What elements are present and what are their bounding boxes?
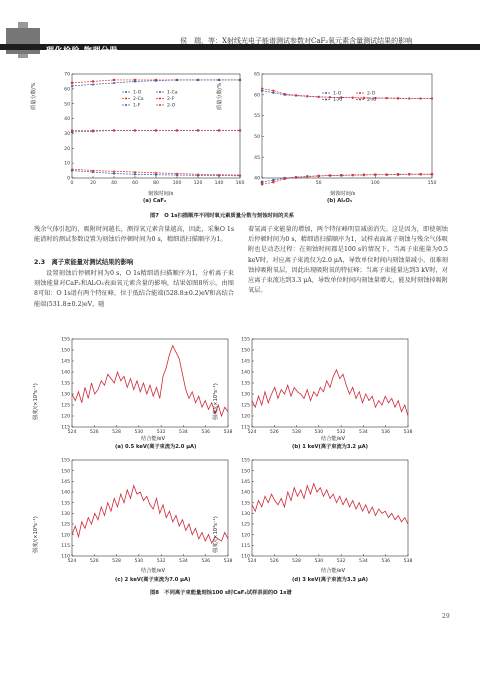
legend-label: 2-O [367, 91, 376, 97]
data-point [155, 174, 157, 176]
y-tick-label: 40 [64, 117, 70, 123]
y-tick-label: 20 [64, 146, 70, 152]
legend-marker [125, 98, 127, 100]
data-point [306, 95, 308, 97]
legend-marker [159, 91, 161, 93]
x-tick-label: 120 [193, 181, 203, 186]
legend-label: 1-F [133, 103, 141, 109]
data-point [92, 80, 94, 82]
data-point [197, 129, 199, 131]
legend-label: 1-Ca [167, 90, 178, 96]
data-point [134, 129, 136, 131]
x-tick-label: 536 [381, 430, 391, 435]
y-tick-label: 150 [241, 348, 250, 354]
data-point [329, 96, 331, 98]
y-tick-label: 120 [61, 533, 70, 539]
left-paragraph-1: 残余气体引起的，吸附时间越长，测得氧元素含量越高，因此，采集O 1s能谱时的测试参数设置为刻蚀后停顿时间为0 s，精细谱扫描顺序为1。 [34, 226, 234, 244]
page-number: 29 [442, 613, 450, 620]
data-point [363, 174, 365, 176]
y-tick-label: 115 [241, 543, 250, 549]
legend-marker [359, 92, 361, 94]
x-tick-label: 536 [201, 559, 211, 564]
data-point [272, 181, 274, 183]
x-tick-label: 80 [153, 181, 159, 186]
x-tick-label: 150 [427, 181, 437, 186]
y-tick-label: 60 [64, 87, 70, 93]
x-tick-label: 524 [247, 559, 257, 564]
y-tick-label: 155 [61, 337, 70, 343]
data-point [420, 173, 422, 175]
figure-8d-plot [241, 458, 412, 564]
x-tick-label: 524 [67, 430, 77, 435]
y-tick-label: 120 [241, 414, 250, 420]
fig8d-ylabel: 强度/(×10³s⁻¹) [213, 516, 219, 553]
spectrum-line [252, 370, 408, 416]
x-tick-label: 536 [201, 430, 211, 435]
fig7b-label: (b) Al₂O₃ [327, 198, 353, 204]
y-tick-label: 145 [241, 479, 250, 485]
x-tick-label: 100 [370, 181, 380, 186]
legend-marker [125, 91, 127, 93]
y-tick-label: 30 [64, 132, 70, 138]
data-point [218, 129, 220, 131]
fig8-caption: 图8 不同离子束能量刻蚀100 s时CaF₂试样表面的O 1s谱 [150, 590, 292, 596]
x-tick-label: 160 [235, 181, 245, 186]
x-tick-label: 526 [269, 559, 279, 564]
y-tick-label: 140 [241, 490, 250, 496]
plot-frame [262, 74, 432, 178]
x-tick-label: 524 [247, 430, 257, 435]
plot-frame [72, 460, 228, 556]
data-point [92, 129, 94, 131]
legend-label: 2-F [167, 97, 175, 103]
legend-label: 2-Ca [133, 97, 144, 103]
y-tick-label: 155 [241, 458, 250, 464]
y-tick-label: 130 [241, 392, 250, 398]
y-tick-label: 125 [241, 522, 250, 528]
data-point [397, 174, 399, 176]
data-point [272, 90, 274, 92]
y-tick-label: 150 [61, 348, 70, 354]
legend-marker [159, 104, 161, 106]
legend-label: 2-O [167, 103, 176, 109]
y-tick-label: 110 [61, 554, 70, 560]
x-tick-label: 40 [111, 181, 117, 186]
x-tick-label: 530 [314, 559, 324, 564]
fig8b-xlabel: 结合能/eV [321, 436, 346, 442]
data-point [134, 173, 136, 175]
x-tick-label: 538 [403, 430, 413, 435]
y-tick-label: 55 [254, 114, 260, 120]
y-tick-label: 110 [241, 554, 250, 560]
journal-logo-block [6, 28, 40, 54]
section-heading: 2.3 离子束能量对测试结果的影响 [34, 259, 134, 266]
legend-marker [325, 99, 327, 101]
data-point [386, 97, 388, 99]
data-point [113, 129, 115, 131]
journal-name: 理化检验-物理分册 [46, 46, 118, 55]
y-tick-label: 65 [254, 72, 260, 78]
plot-frame [72, 74, 240, 178]
figure-7 [60, 64, 460, 199]
data-point [71, 82, 73, 84]
x-tick-label: 532 [336, 430, 346, 435]
legend-marker [159, 98, 161, 100]
fig7b-xlabel: 刻蚀时间/s [330, 191, 356, 197]
y-tick-label: 145 [61, 479, 70, 485]
data-point [272, 179, 274, 181]
data-point [431, 173, 433, 175]
x-tick-label: 524 [67, 559, 77, 564]
data-point [113, 79, 115, 81]
y-tick-label: 125 [241, 403, 250, 409]
x-tick-label: 530 [314, 430, 324, 435]
plot-frame [252, 460, 408, 556]
x-tick-label: 538 [223, 430, 233, 435]
x-tick-label: 534 [179, 559, 188, 564]
legend-marker [325, 92, 327, 94]
x-tick-label: 526 [89, 559, 99, 564]
data-point [295, 176, 297, 178]
data-point [261, 87, 263, 89]
y-tick-label: 145 [241, 359, 250, 365]
y-tick-label: 155 [241, 337, 250, 343]
data-point [155, 129, 157, 131]
y-tick-label: 70 [64, 72, 70, 78]
y-tick-label: 125 [61, 522, 70, 528]
data-point [420, 97, 422, 99]
y-tick-label: 155 [61, 458, 70, 464]
x-tick-label: 528 [292, 559, 301, 564]
data-point [329, 174, 331, 176]
fig7-caption: 图7 O 1s扫描顺序不同时氧元素质量分数与刻蚀时间的关系 [150, 213, 294, 219]
y-tick-label: 125 [61, 403, 70, 409]
data-point [295, 94, 297, 96]
left-paragraph-2: 设置刻蚀后停顿时间为0 s，O 1s精细谱扫描顺序为1，分析离子束刻蚀能量对CaF₂和Al₂O₃表面氧元素含量的影响，结果如图8所示。由图8可知：O 1s谱有两个特征峰，位于低结合能端(528.8±0.2)eV和高结合能端(531.8±0.2)eV，随 [34, 270, 234, 308]
x-tick-label: 532 [156, 559, 166, 564]
plot-frame [252, 339, 408, 427]
data-point [318, 96, 320, 98]
running-title: 侯 瑞，等：X射线光电子能谱测试参数对CaF₂氧元素含量测试结果的影响 [180, 37, 413, 45]
y-tick-label: 135 [61, 381, 70, 387]
y-tick-label: 40 [254, 176, 260, 182]
fig8b-ylabel: 强度/(×10³s⁻¹) [213, 383, 219, 420]
data-point [431, 97, 433, 99]
fig7a-label: (a) CaF₂ [143, 198, 167, 204]
y-tick-label: 140 [241, 370, 250, 376]
y-tick-label: 140 [61, 490, 70, 496]
y-tick-label: 10 [64, 161, 70, 167]
data-point [397, 97, 399, 99]
y-tick-label: 130 [241, 511, 250, 517]
fig8b-label: (b) 1 keV(离子束流为3.2 μA) [292, 444, 369, 450]
fig8a-xlabel: 结合能/eV [141, 436, 166, 442]
legend-label: 2-Al [367, 98, 376, 104]
data-point [306, 176, 308, 178]
x-tick-label: 534 [179, 430, 188, 435]
y-tick-label: 150 [241, 469, 250, 475]
x-tick-label: 528 [112, 559, 121, 564]
data-point [239, 129, 241, 131]
data-point [272, 92, 274, 94]
fig8a-ylabel: 强度/(×10³s⁻¹) [33, 383, 39, 420]
data-point [352, 97, 354, 99]
data-point [239, 174, 242, 176]
fig8c-xlabel: 结合能/eV [141, 568, 166, 574]
figure-7b-plot [254, 72, 436, 186]
series-line-2-Al [262, 174, 432, 184]
data-point [340, 174, 342, 176]
x-tick-label: 528 [112, 430, 121, 435]
y-tick-label: 120 [241, 533, 250, 539]
data-point [261, 90, 263, 92]
data-point [318, 175, 320, 177]
figure-8a-plot [61, 337, 232, 435]
x-tick-label: 530 [134, 430, 144, 435]
x-tick-label: 50 [315, 181, 322, 186]
y-tick-label: 145 [61, 359, 70, 365]
x-tick-label: 0 [70, 181, 74, 186]
figure-8b-plot [241, 337, 412, 435]
figure-8c-plot [61, 458, 232, 564]
x-tick-label: 526 [89, 430, 99, 435]
x-tick-label: 532 [156, 430, 166, 435]
y-tick-label: 150 [61, 469, 70, 475]
x-tick-label: 526 [269, 430, 279, 435]
legend-label: 1-O [333, 91, 342, 97]
series-line-2-O [262, 89, 432, 99]
data-point [113, 172, 115, 174]
y-tick-label: 135 [61, 501, 70, 507]
y-tick-label: 135 [241, 501, 250, 507]
data-point [71, 129, 73, 131]
data-point [176, 129, 178, 131]
y-tick-label: 0 [67, 176, 70, 182]
fig7b-ylabel: 质量分数/% [217, 82, 223, 110]
data-point [408, 173, 410, 175]
x-tick-label: 538 [403, 559, 413, 564]
fig8c-ylabel: 强度/(×10³s⁻¹) [33, 516, 39, 553]
spectrum-line [252, 483, 408, 524]
y-tick-label: 135 [241, 381, 250, 387]
x-tick-label: 60 [132, 181, 138, 186]
figure-8 [60, 333, 460, 583]
x-tick-label: 100 [172, 181, 182, 186]
fig8a-label: (a) 0.5 keV(离子束流为2.0 μA) [115, 444, 197, 450]
y-tick-label: 50 [64, 102, 70, 108]
x-tick-label: 532 [336, 559, 346, 564]
data-point [386, 174, 388, 176]
y-tick-label: 130 [61, 511, 70, 517]
x-tick-label: 528 [292, 430, 301, 435]
y-tick-label: 60 [254, 93, 260, 99]
data-point [261, 181, 263, 183]
x-tick-label: 20 [90, 181, 96, 186]
y-tick-label: 115 [61, 543, 70, 549]
legend-marker [359, 99, 361, 101]
plot-frame [72, 339, 228, 427]
fig8c-label: (c) 2 keV(离子束流为7.0 μA) [115, 577, 191, 583]
legend-marker [125, 104, 127, 106]
x-tick-label: 534 [359, 430, 368, 435]
y-tick-label: 130 [61, 392, 70, 398]
fig7a-xlabel: 刻蚀时间/s [148, 191, 174, 197]
legend-label: 1-O [133, 90, 142, 96]
y-tick-label: 140 [61, 370, 70, 376]
y-tick-label: 115 [241, 425, 250, 431]
x-tick-label: 140 [214, 181, 224, 186]
y-tick-label: 45 [254, 155, 260, 161]
y-tick-label: 50 [254, 135, 260, 140]
y-tick-label: 120 [61, 414, 70, 420]
fig7a-ylabel: 质量分数/% [31, 82, 37, 110]
x-tick-label: 530 [134, 559, 144, 564]
data-point [363, 97, 365, 99]
x-tick-label: 538 [223, 559, 233, 564]
spectrum-line [72, 486, 228, 544]
data-point [261, 183, 263, 185]
data-point [284, 93, 286, 95]
fig8d-xlabel: 结合能/eV [321, 568, 346, 574]
y-tick-label: 115 [61, 425, 70, 431]
data-point [374, 174, 376, 176]
legend-label: 1-Al [333, 98, 342, 104]
x-tick-label: 534 [359, 559, 368, 564]
spectrum-line [72, 346, 228, 416]
fig8d-label: (d) 3 keV(离子束流为3.3 μA) [292, 577, 369, 583]
data-point [408, 97, 410, 99]
data-point [352, 174, 354, 176]
right-paragraph: 着氩离子束能量的增加，两个特征峰明显减弱消失。这是因为，即使刻蚀后停顿时间为0 s，精细谱扫描顺序为1，试样表面离子刻蚀与残余气体吸附也是动态过程：在刻蚀时间都是100 s的情况下，当离子束能量为0.5 keV时，对应离子束流仅为2.0 μA，导致单位时间内刻蚀量减小，很难刻蚀掉吸附氧层，因此出现吸附氧的特征峰；当离子束能量达到3 kV时，对应离子束流达到3.3 μA，导致单位时间内刻蚀量增大，能及时刻蚀掉吸附氧层。 [248, 226, 448, 295]
data-point [284, 178, 286, 180]
x-tick-label: 536 [381, 559, 391, 564]
